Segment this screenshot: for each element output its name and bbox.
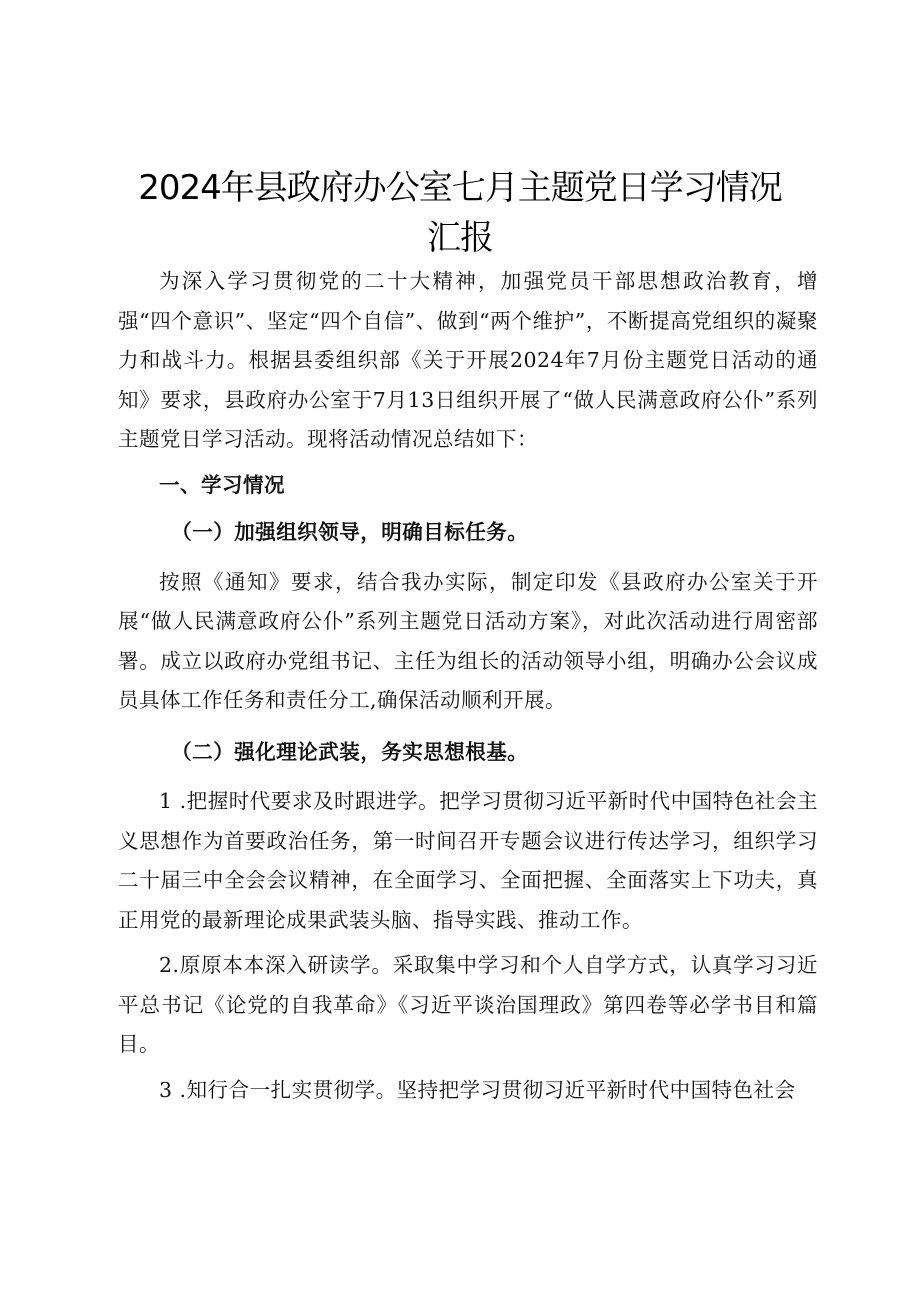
document-title-line-1: 2024年县政府办公室七月主题党日学习情况	[138, 168, 782, 208]
subsection-1-paragraph: 按照《通知》要求，结合我办实际，制定印发《县政府办公室关于开展“做人民满意政府公仆”系列主题党日活动方案》，对此次活动进行周密部署。成立以政府办党组书记、主任为组长的活动领导小组，明确办公会议成员具体工作任务和责任分工,确保活动顺利开展。	[118, 569, 818, 712]
intro-paragraph: 为深入学习贯彻党的二十大精神，加强党员干部思想政治教育，增强“四个意识”、坚定“四个自信”、做到“两个维护”，不断提高党组织的凝聚力和战斗力。根据县委组织部《关于开展2024年7月份主题党日活动的通知》要求，县政府办公室于7月13日组织开展了“做人民满意政府公仆”系列主题党日学习活动。现将活动情况总结如下：	[118, 269, 818, 451]
list-item-2: 2.原原本本深入研读学。采取集中学习和个人自学方式，认真学习习近平总书记《论党的自我革命》《习近平谈治国理政》第四卷等必学书目和篇目。	[118, 953, 818, 1056]
list-item-1: 1 .把握时代要求及时跟进学。把学习贯彻习近平新时代中国特色社会主义思想作为首要政治任务，第一时间召开专题会议进行传达学习，组织学习二十届三中全会会议精神，在全面学习、全面把握、全面落实上下功夫，真正用党的最新理论成果武装头脑、指导实践、推动工作。	[118, 789, 818, 932]
section-heading-study: 一、学习情况	[159, 472, 285, 497]
subsection-heading-1: （一）加强组织领导，明确目标任务。	[171, 520, 529, 544]
list-item-3: 3 .知行合一扎实贯彻学。坚持把学习贯彻习近平新时代中国特色社会	[159, 1077, 796, 1102]
document-title-line-2: 汇报	[427, 218, 493, 258]
document-body	[118, 262, 818, 1110]
subsection-heading-2: （二）强化理论武装，务实思想根基。	[171, 739, 529, 764]
